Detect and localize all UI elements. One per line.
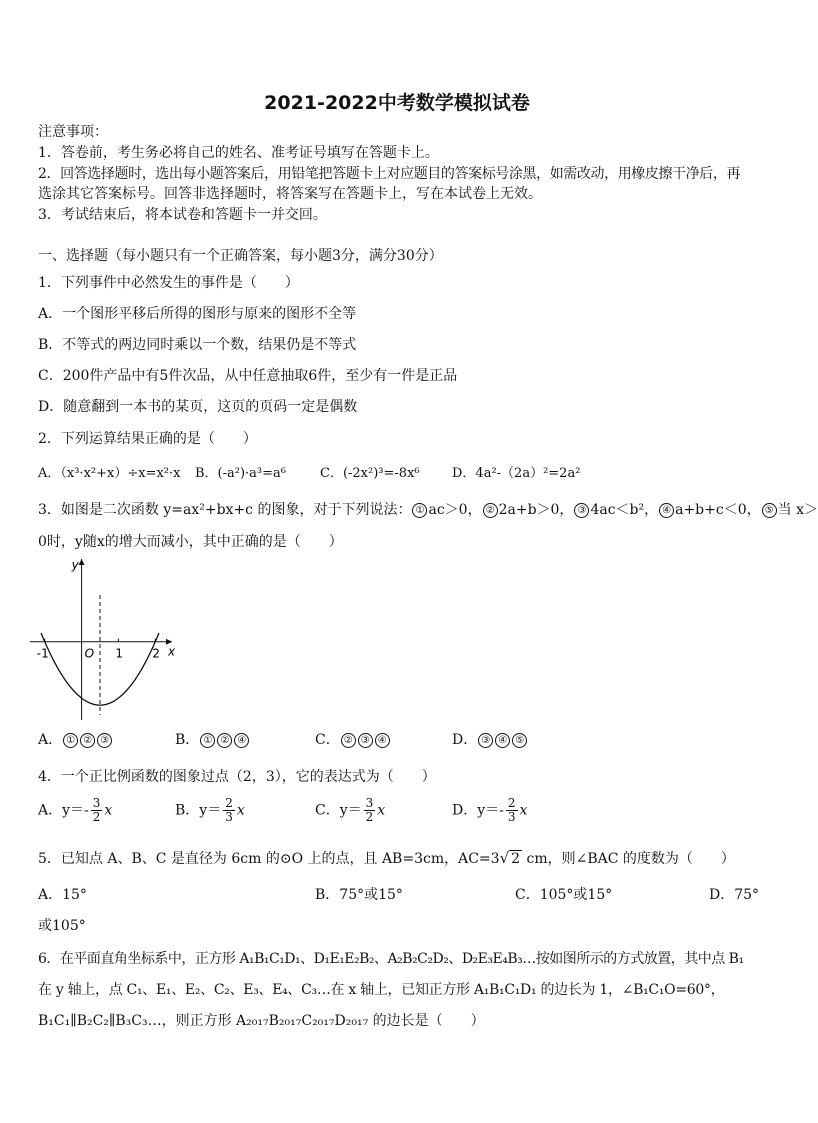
q5-option-a: A．15°	[38, 887, 87, 903]
section-heading: 一、选择题（每小题只有一个正确答案，每小题3分，满分30分）	[38, 248, 443, 264]
x-tick-label: 2	[152, 646, 160, 661]
sqrt-icon: √	[499, 849, 510, 867]
q5-option-d: D．75°	[709, 887, 760, 903]
q4-a-den: 2	[92, 810, 101, 824]
q3-option-d-label: D．	[452, 732, 478, 748]
q1-stem: 1．下列事件中必然发生的事件是（ ）	[38, 275, 299, 291]
q4-option-b	[175, 797, 245, 824]
q3-statement-4: a+b+c＜0，	[675, 502, 761, 518]
q4-b-num: 2	[225, 796, 233, 810]
q3-option-b-label: B．	[175, 732, 200, 748]
q3-a-num-2: ②	[80, 733, 95, 748]
q4-d-den: 3	[507, 810, 516, 824]
q4-option-c	[315, 797, 385, 824]
q4-b-yeq: y＝	[199, 802, 222, 819]
q4-c-num: 3	[365, 796, 374, 810]
q4-a-x: x	[104, 802, 113, 819]
q3-num-1: ①	[412, 503, 427, 518]
q4-stem: 4．一个正比例函数的图象过点（2，3），它的表达式为（ ）	[38, 769, 436, 785]
notice-item-1: 1．答卷前，考生务必将自己的姓名、准考证号填写在答题卡上。	[38, 145, 439, 161]
q2-option-b: B．(-a²)·a³=a⁶	[195, 466, 287, 481]
origin-label: O	[84, 646, 95, 661]
q4-c-x: x	[377, 802, 386, 819]
q1-option-a: A．一个图形平移后所得的图形与原来的图形不全等	[38, 306, 357, 322]
chart-layer	[30, 558, 176, 720]
q4-option-a-label: A．	[38, 802, 63, 819]
q3-statement-3: 4ac＜b²，	[590, 502, 659, 518]
q1-option-d: D．随意翻到一本书的某页，这页的页码一定是偶数	[38, 399, 358, 415]
q3-c-num-3: ③	[358, 733, 373, 748]
q3-d-num-5: ⑤	[512, 733, 527, 748]
q4-c-den: 2	[365, 810, 374, 824]
q2-option-a: A．（x³·x²+x）÷x=x²·x	[38, 466, 181, 481]
q3-option-b	[175, 729, 250, 749]
q3-c-num-2: ②	[341, 733, 356, 748]
q4-option-b-label: B．	[175, 802, 200, 819]
q4-c-fraction	[364, 797, 376, 824]
q4-b-x: x	[236, 802, 245, 819]
q3-num-4: ④	[659, 503, 674, 518]
x-tick-label: 1	[115, 646, 124, 661]
q3-statement-5: 当 x＞	[777, 502, 818, 518]
q4-b-den: 3	[225, 810, 233, 824]
q3-b-num-2: ②	[217, 733, 232, 748]
q5-stem-text-end: cm，则∠BAC 的度数为（ ）	[522, 851, 735, 867]
q6-line2: 在 y 轴上，点 C₁、E₁、E₂、C₂、E₃、E₄、C₃…在 x 轴上，已知正方形 A₁B₁C₁D₁ 的边长为 1，∠B₁C₁O=60°，	[38, 982, 725, 998]
q5-stem	[38, 848, 735, 868]
page-title: 2021-2022中考数学模拟试卷	[264, 92, 530, 114]
q3-option-a	[38, 729, 113, 749]
q3-num-5: ⑤	[762, 503, 777, 518]
q3-a-num-1: ①	[63, 733, 78, 748]
q2-stem: 2．下列运算结果正确的是（ ）	[38, 431, 257, 447]
q3-option-a-label: A．	[38, 732, 63, 748]
q3-a-num-3: ③	[97, 733, 112, 748]
q6-line1: 6．在平面直角坐标系中，正方形 A₁B₁C₁D₁、D₁E₁E₂B₂、A₂B₂C₂D₂、D₂E₃E₄B₃…按如图所示的方式放置，其中点 B₁	[38, 951, 744, 967]
q4-option-d-label: D．	[452, 802, 478, 819]
q4-a-fraction	[91, 797, 103, 824]
notice-item-2-cont: 选涂其它答案标号。回答非选择题时，将答案写在答题卡上，写在本试卷上无效。	[38, 186, 542, 202]
q3-num-2: ②	[483, 503, 498, 518]
q5-sqrt-value: 2	[511, 851, 521, 867]
q3-stem-line1	[38, 499, 818, 519]
notice-heading: 注意事项：	[38, 124, 108, 140]
q3-c-num-4: ④	[375, 733, 390, 748]
q1-option-c: C．200件产品中有5件次品，从中任意抽取6件，至少有一件是正品	[38, 368, 458, 384]
q4-b-fraction	[223, 797, 235, 824]
q3-b-num-4: ④	[234, 733, 249, 748]
q3-d-num-3: ③	[478, 733, 493, 748]
q3-stem-line2: 0时，y随x的增大而减小，其中正确的是（ ）	[38, 534, 343, 550]
notice-item-3: 3．考试结束后，将本试卷和答题卡一并交回。	[38, 207, 327, 223]
q4-a-yeq: y＝-	[62, 802, 89, 819]
q4-d-num: 2	[507, 796, 516, 810]
q4-option-a	[38, 797, 112, 824]
x-tick-label: -1	[36, 646, 49, 661]
q3-b-num-1: ①	[200, 733, 215, 748]
q5-option-d-cont: 或105°	[38, 918, 86, 934]
q3-option-c-label: C．	[315, 732, 340, 748]
q2-option-d: D．4a²-（2a）²=2a²	[452, 466, 581, 481]
notice-item-2: 2．回答选择题时，选出每小题答案后，用铅笔把答题卡上对应题目的答案标号涂黑，如需改动，用橡皮擦干净后，再	[38, 166, 741, 182]
q4-d-fraction	[506, 797, 518, 824]
q4-d-x: x	[519, 802, 528, 819]
q5-stem-text: 5．已知点 A、B、C 是直径为 6cm 的⊙O 上的点，且 AB=3cm，AC=3	[38, 851, 500, 867]
q3-d-num-4: ④	[495, 733, 510, 748]
q4-option-d	[452, 797, 527, 824]
y-axis-label: y	[71, 558, 79, 572]
q3-stem-text: 3．如图是二次函数 y=ax²+bx+c 的图象，对于下列说法：	[38, 502, 412, 518]
q4-d-yeq: y＝-	[477, 802, 504, 819]
q2-option-c: C．(-2x²)³=-8x⁶	[320, 466, 420, 481]
q3-option-c	[315, 729, 391, 749]
q3-statement-1: ac＞0，	[428, 502, 482, 518]
q3-num-3: ③	[574, 503, 589, 518]
y-axis-arrow-icon	[79, 559, 85, 565]
q5-option-c: C．105°或15°	[515, 887, 613, 903]
q1-option-b: B．不等式的两边同时乘以一个数，结果仍是不等式	[38, 337, 357, 353]
x-axis-label: x	[168, 644, 176, 659]
q3-option-d	[452, 729, 528, 749]
q4-a-num: 3	[92, 796, 101, 810]
parabola-chart	[30, 555, 180, 720]
q4-c-yeq: y＝	[339, 802, 362, 819]
q3-statement-2: 2a+b＞0，	[498, 502, 574, 518]
q5-option-b: B．75°或15°	[315, 887, 403, 903]
q4-option-c-label: C．	[315, 802, 340, 819]
q6-line3: B₁C₁∥B₂C₂∥B₃C₃…，则正方形 A₂₀₁₇B₂₀₁₇C₂₀₁₇D₂₀₁₇ 的边长是（ ）	[38, 1013, 485, 1029]
